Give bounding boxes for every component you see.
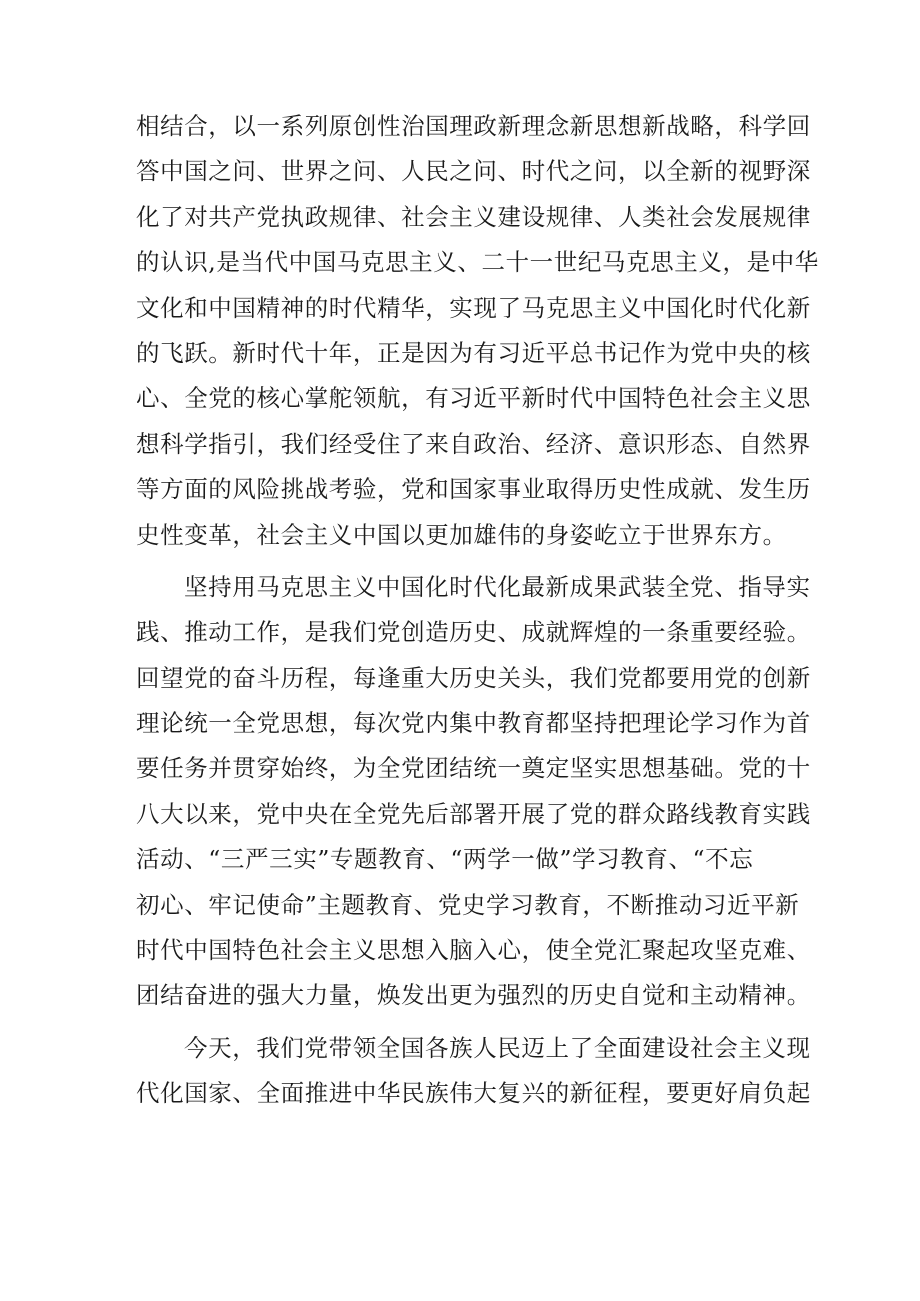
text-line: 八大以来，党中央在全党先后部署开展了党的群众路线教育实践	[136, 799, 811, 828]
text-line: 初心、牢记使命”主题教育、党史学习教育，不断推动习近平新	[136, 890, 800, 919]
text-line: 想科学指引，我们经受住了来自政治、经济、意识形态、自然界	[136, 429, 811, 458]
text-line: 答中国之问、世界之问、人民之问、时代之问，以全新的视野深	[136, 157, 811, 186]
text-line: 活动、“三严三实”专题教育、“两学一做”学习教育、“不忘	[136, 845, 754, 874]
text-line: 化了对共产党执政规律、社会主义建设规律、人类社会发展规律	[136, 202, 811, 231]
text-line: 团结奋进的强大力量，焕发出更为强烈的历史自觉和主动精神。	[136, 981, 811, 1010]
paragraph-2	[136, 565, 811, 1019]
text-line: 史性变革，社会主义中国以更加雄伟的身姿屹立于世界东方。	[136, 520, 787, 549]
text-line: 回望党的奋斗历程，每逢重大历史关头，我们党都要用党的创新	[136, 663, 811, 692]
text-line: 代化国家、全面推进中华民族伟大复兴的新征程，要更好肩负起	[136, 1079, 811, 1108]
text-line: 时代中国特色社会主义思想入脑入心，使全党汇聚起攻坚克难、	[136, 936, 811, 965]
text-line: 要任务并贯穿始终，为全党团结统一奠定坚实思想基础。党的十	[136, 754, 811, 783]
text-line: 的认识,是当代中国马克思主义、二十一世纪马克思主义，是中华	[136, 248, 819, 277]
document-body	[136, 104, 819, 1117]
text-line: 理论统一全党思想，每次党内集中教育都坚持把理论学习作为首	[136, 709, 811, 738]
text-line: 等方面的风险挑战考验，党和国家事业取得历史性成就、发生历	[136, 475, 811, 504]
paragraph-3	[136, 1026, 811, 1117]
text-line: 践、推动工作，是我们党创造历史、成就辉煌的一条重要经验。	[136, 618, 811, 647]
text-line: 的飞跃。新时代十年，正是因为有习近平总书记作为党中央的核	[136, 338, 811, 367]
paragraph-1	[136, 104, 819, 558]
text-line: 文化和中国精神的时代精华，实现了马克思主义中国化时代化新	[136, 293, 811, 322]
text-line: 心、全党的核心掌舵领航，有习近平新时代中国特色社会主义思	[136, 384, 811, 413]
text-line: 相结合，以一系列原创性治国理政新理念新思想新战略，科学回	[136, 112, 811, 140]
text-line: 坚持用马克思主义中国化时代化最新成果武装全党、指导实	[184, 572, 811, 601]
text-line: 今天，我们党带领全国各族人民迈上了全面建设社会主义现	[184, 1033, 811, 1062]
